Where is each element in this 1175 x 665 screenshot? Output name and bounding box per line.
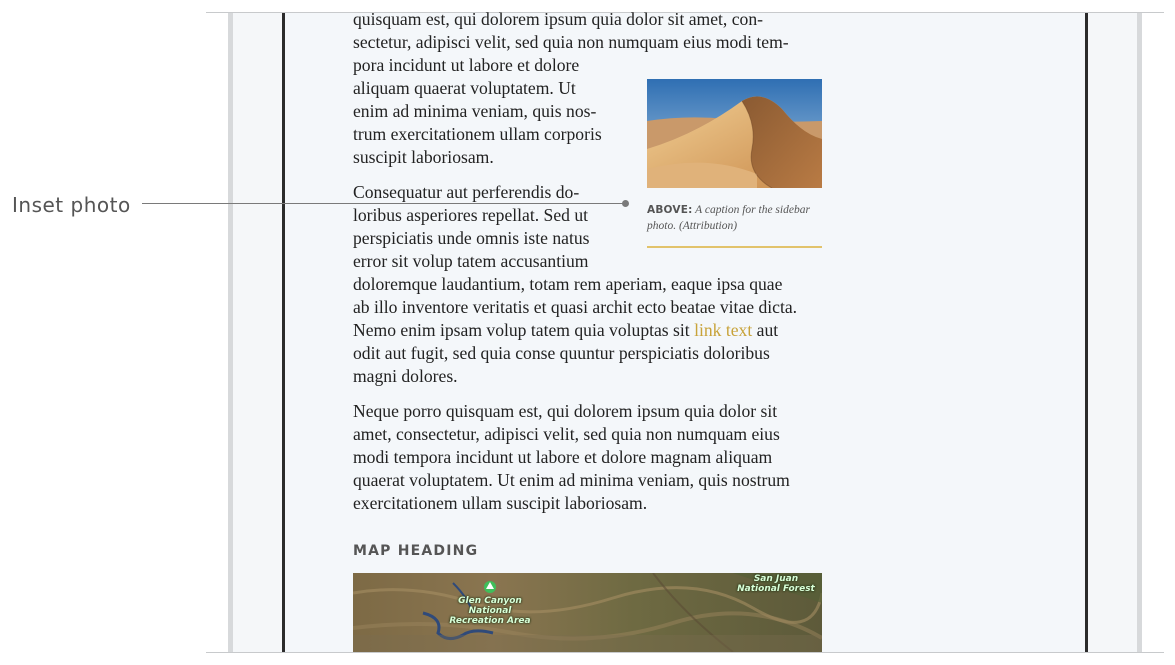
- article-paragraph-3: [353, 400, 823, 515]
- text-line: suscipit laboriosam.: [353, 147, 494, 167]
- inset-caption: [647, 202, 822, 234]
- text-line: Consequatur aut perferendis do-: [353, 182, 580, 202]
- text-line: quaerat voluptatem. Ut enim ad minima veniam, quis nostrum: [353, 470, 790, 490]
- text-line: magni dolores.: [353, 366, 458, 386]
- text-line: enim ad minima veniam, quis nos-: [353, 101, 597, 121]
- text-line: loribus asperiores repellat. Sed ut: [353, 205, 589, 225]
- left-column-rule: [282, 13, 285, 652]
- map-heading: MAP HEADING: [353, 543, 479, 559]
- left-margin-strip: [228, 13, 233, 652]
- text-line: amet, consectetur, adipisci velit, sed quia non numquam eius: [353, 424, 780, 444]
- map-label-san-juan: San Juan National Forest: [737, 574, 815, 594]
- text-line: aliquam quaerat voluptatem. Ut: [353, 78, 576, 98]
- map-embed[interactable]: [353, 573, 822, 652]
- frame-bottom-line: [206, 652, 1164, 653]
- text-line: exercitationem ullam suscipit laboriosam.: [353, 493, 648, 513]
- text-line: modi tempora incidunt ut labore et dolore magnam aliquam: [353, 447, 773, 467]
- inset-desert-photo[interactable]: [647, 79, 822, 188]
- right-column-rule: [1085, 13, 1088, 652]
- right-margin-strip: [1137, 13, 1142, 652]
- link-line-before: Nemo enim ipsam volup tatem quia voluptas sit: [353, 320, 695, 340]
- text-line: odit aut fugit, sed quia conse quuntur perspiciatis doloribus: [353, 343, 770, 363]
- inset-figure: [647, 79, 822, 248]
- link-line-after: aut: [752, 320, 779, 340]
- text-line: error sit volup tatem accusantium: [353, 251, 589, 271]
- text-line: sectetur, adipisci velit, sed quia non numquam eius modi tem-: [353, 32, 789, 52]
- callout-dot: [622, 200, 629, 207]
- text-line: Neque porro quisquam est, qui dolorem ipsum quia dolor sit: [353, 401, 778, 421]
- map-label-glen-canyon: Glen Canyon National Recreation Area: [449, 596, 531, 626]
- caption-rule: [647, 246, 822, 248]
- callout-leader-line: [142, 203, 626, 204]
- text-line: perspiciatis unde omnis iste natus: [353, 228, 590, 248]
- caption-label: ABOVE:: [647, 204, 693, 216]
- text-line: ab illo inventore veritatis et quasi archit ecto beatae vitae dicta.: [353, 297, 798, 317]
- text-line: pora incidunt ut labore et dolore: [353, 55, 580, 75]
- text-line-with-link: [353, 319, 823, 342]
- inline-link[interactable]: link text: [694, 320, 753, 340]
- caption-text: A caption for the sidebar photo. (Attribution): [647, 204, 810, 232]
- callout-label: Inset photo: [12, 193, 131, 217]
- text-line: trum exercitationem ullam corporis: [353, 124, 602, 144]
- text-line: doloremque laudantium, totam rem aperiam, eaque ipsa quae: [353, 274, 783, 294]
- text-line: quisquam est, qui dolorem ipsum quia dolor sit amet, con-: [353, 9, 763, 29]
